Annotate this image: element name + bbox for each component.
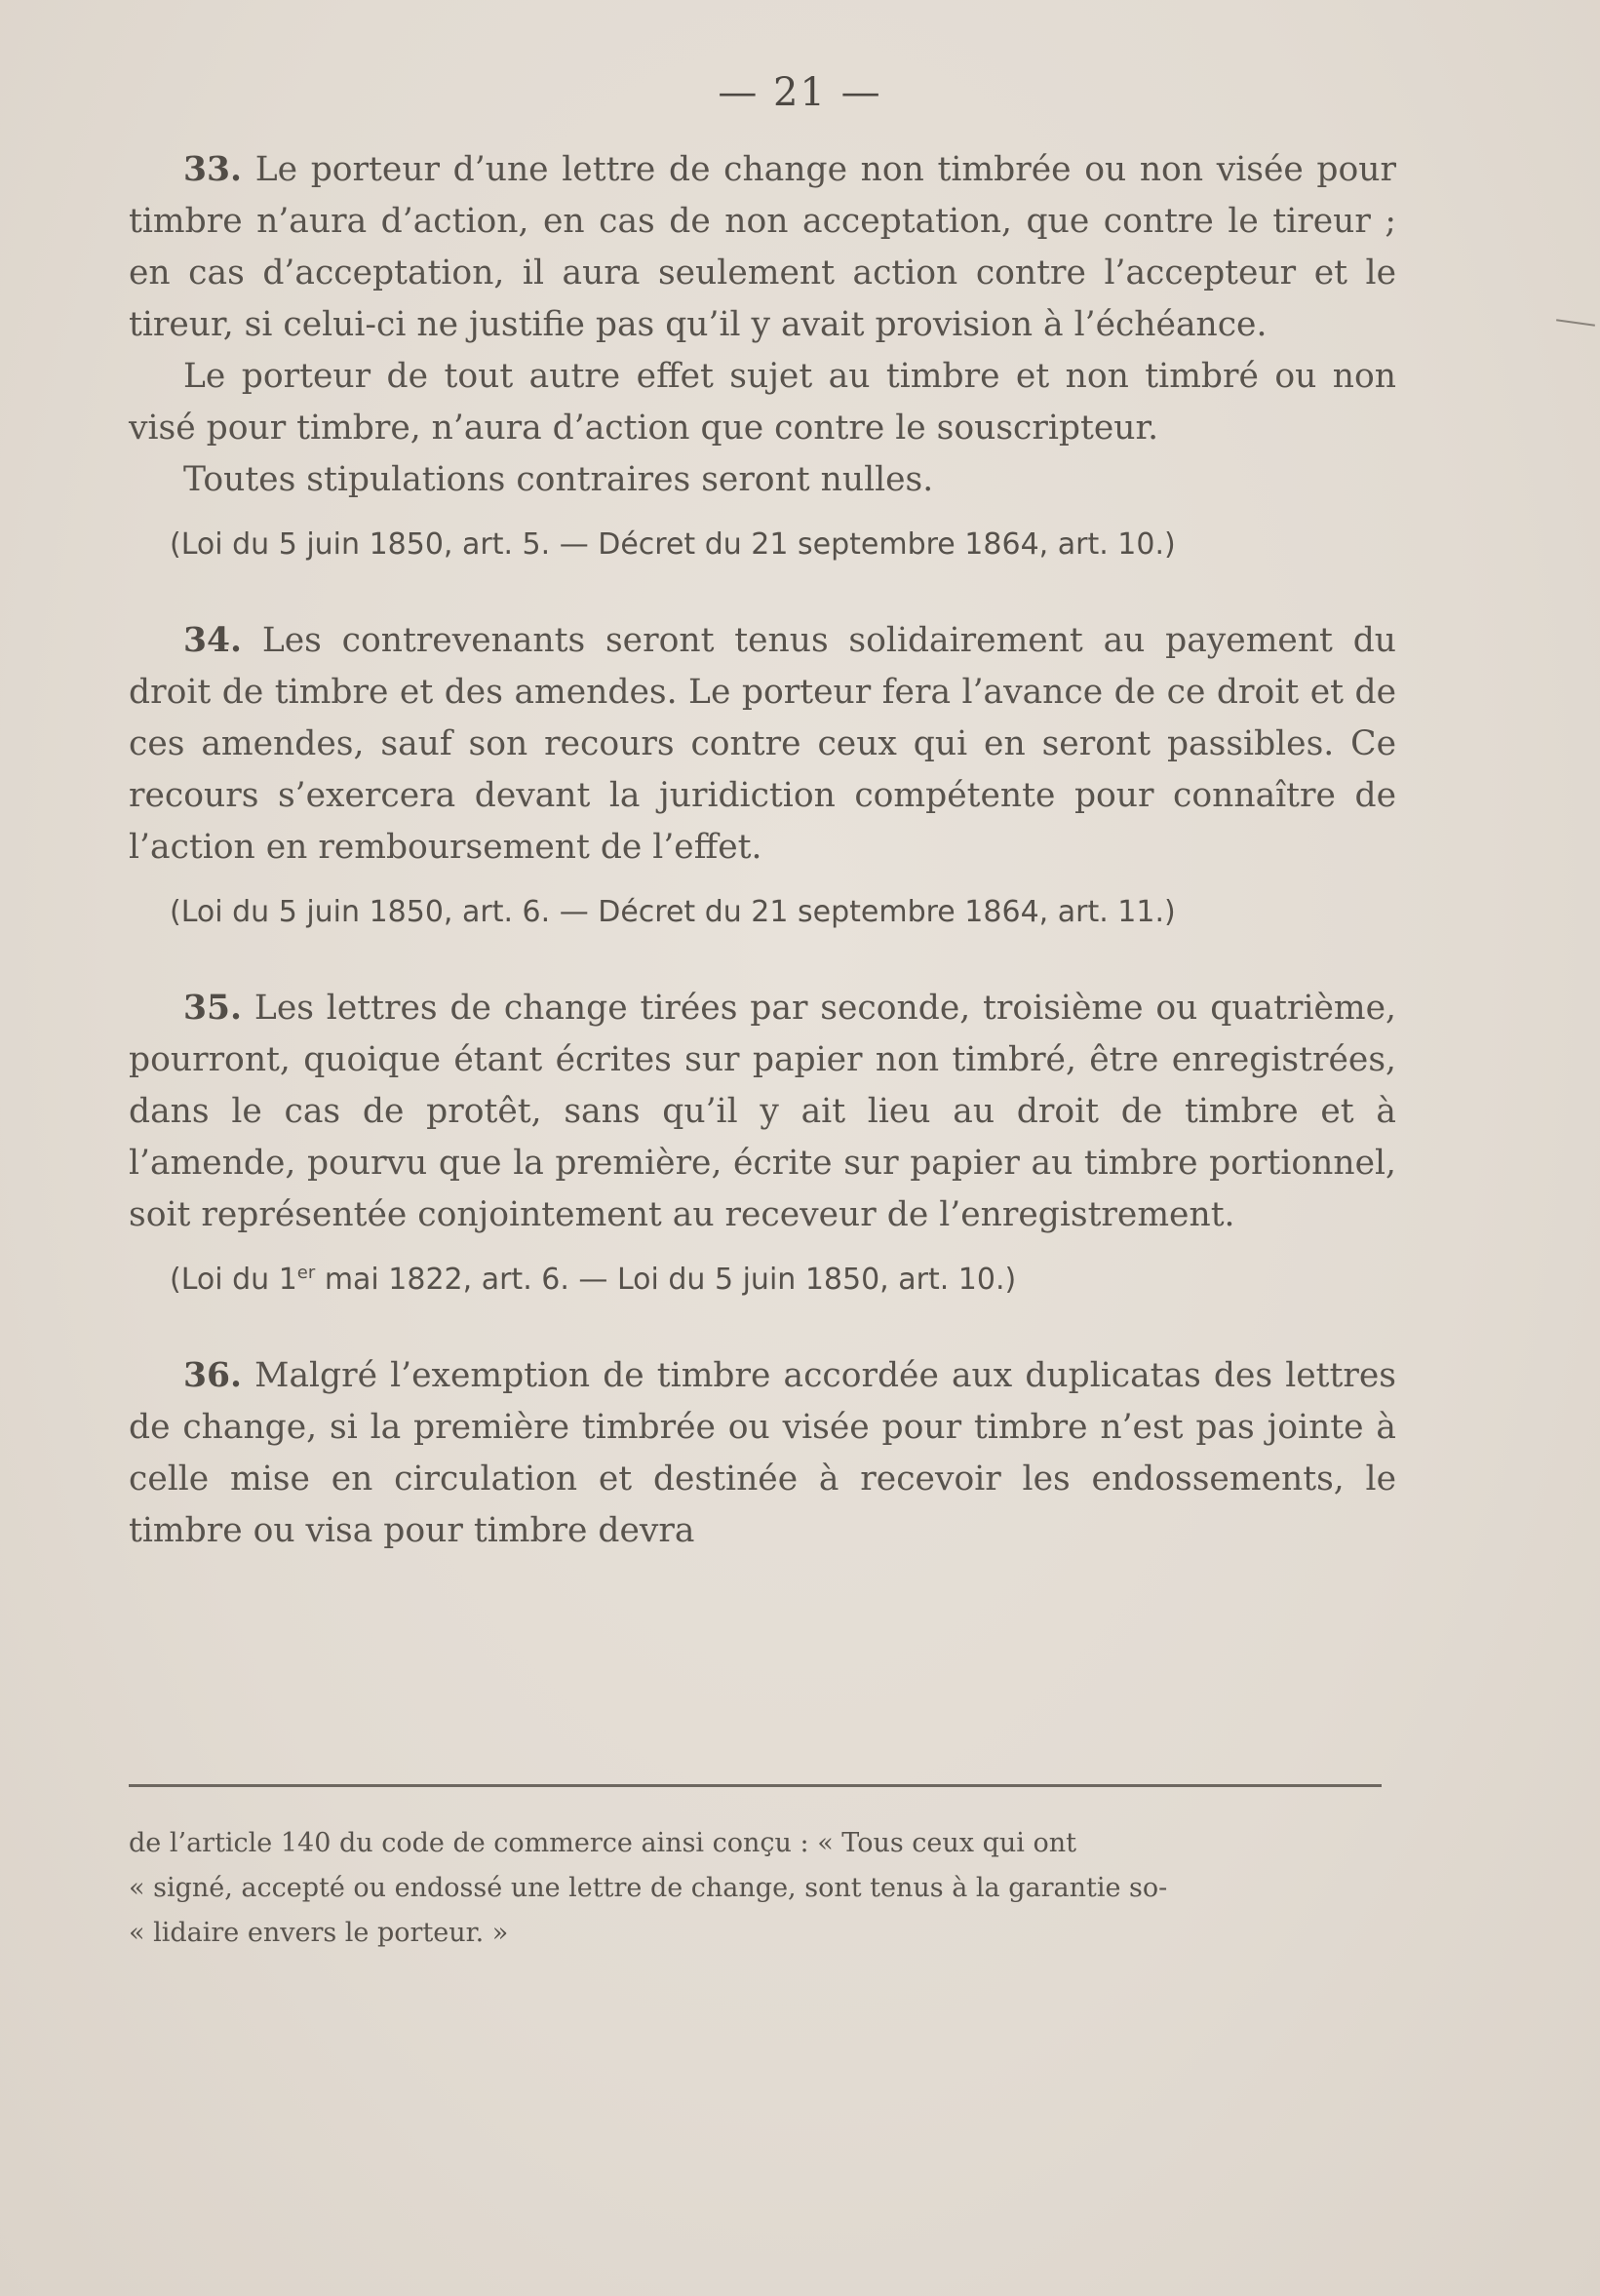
footnote	[129, 1821, 1386, 1956]
footnote-line-1: de l’article 140 du code de commerce ainsi conçu : « Tous ceux qui ont	[129, 1828, 1076, 1858]
article-35-number: 35.	[183, 989, 243, 1028]
article-34-number: 34.	[183, 621, 243, 660]
footnote-line-2: « signé, accepté ou endossé une lettre de change, sont tenus à la garantie so-	[129, 1873, 1168, 1903]
article-34-paragraph-1	[129, 615, 1396, 874]
article-34-text-1: Les contrevenants seront tenus solidairement au payement du droit de timbre et des amendes. Le porteur fera l’avance de ce droit et de ces amendes, sauf son recours contre ceux qui en seront passibles. Ce recours s’exercera devant la juridiction compétente pour connaître de l’action en remboursement de l’effet.	[129, 621, 1396, 867]
article-33-citation: (Loi du 5 juin 1850, art. 5. — Décret du 21 septembre 1864, art. 10.)	[170, 527, 1176, 562]
article-33-text-1: Le porteur d’une lettre de change non timbrée ou non visée pour timbre n’aura d’action, en cas de non acceptation, que contre le tireur ; en cas d’acceptation, il aura seulement action contre l’accepteur et le tireur, si celui-ci ne justifie pas qu’il y avait provision à l’échéance.	[129, 150, 1396, 344]
article-33-paragraph-2: Le porteur de tout autre effet sujet au timbre et non timbré ou non visé pour timbre, n’aura d’action que contre le souscripteur.	[129, 357, 1396, 448]
footnote-line-3: « lidaire envers le porteur. »	[129, 1918, 509, 1948]
footnote-separator-rule	[129, 1784, 1382, 1787]
article-35-citation	[129, 1255, 1396, 1305]
article-35-citation-end: mai 1822, art. 6. — Loi du 5 juin 1850, art. 10.)	[315, 1263, 1017, 1297]
article-33-number: 33.	[183, 150, 243, 189]
main-text	[129, 144, 1396, 1557]
article-35-citation-start: (Loi du 1	[170, 1263, 297, 1297]
article-33-paragraph-3: Toutes stipulations contraires seront nulles.	[183, 460, 934, 499]
page-number: — 21 —	[718, 70, 882, 115]
article-34-citation: (Loi du 5 juin 1850, art. 6. — Décret du 21 septembre 1864, art. 11.)	[170, 895, 1176, 929]
article-33-paragraph-1	[129, 144, 1396, 351]
article-35-text-1: Les lettres de change tirées par seconde, troisième ou quatrième, pourront, quoique étant écrites sur papier non timbré, être enregistrées, dans le cas de protêt, sans qu’il y ait lieu au droit de timbre et à l’amende, pourvu que la première, écrite sur papier au timbre portionnel, soit représentée conjointement au receveur de l’enregistrement.	[129, 989, 1396, 1234]
article-35-paragraph-1	[129, 983, 1396, 1241]
margin-pencil-mark	[1556, 319, 1595, 327]
article-35-citation-superscript: er	[296, 1263, 316, 1283]
article-36-paragraph-1	[129, 1350, 1396, 1557]
article-36-number: 36.	[183, 1356, 243, 1395]
article-36-text-1: Malgré l’exemption de timbre accordée aux duplicatas des lettres de change, si la première timbrée ou visée pour timbre n’est pas jointe à celle mise en circulation et destinée à recevoir les endossements, le timbre ou visa pour timbre devra	[129, 1356, 1396, 1550]
